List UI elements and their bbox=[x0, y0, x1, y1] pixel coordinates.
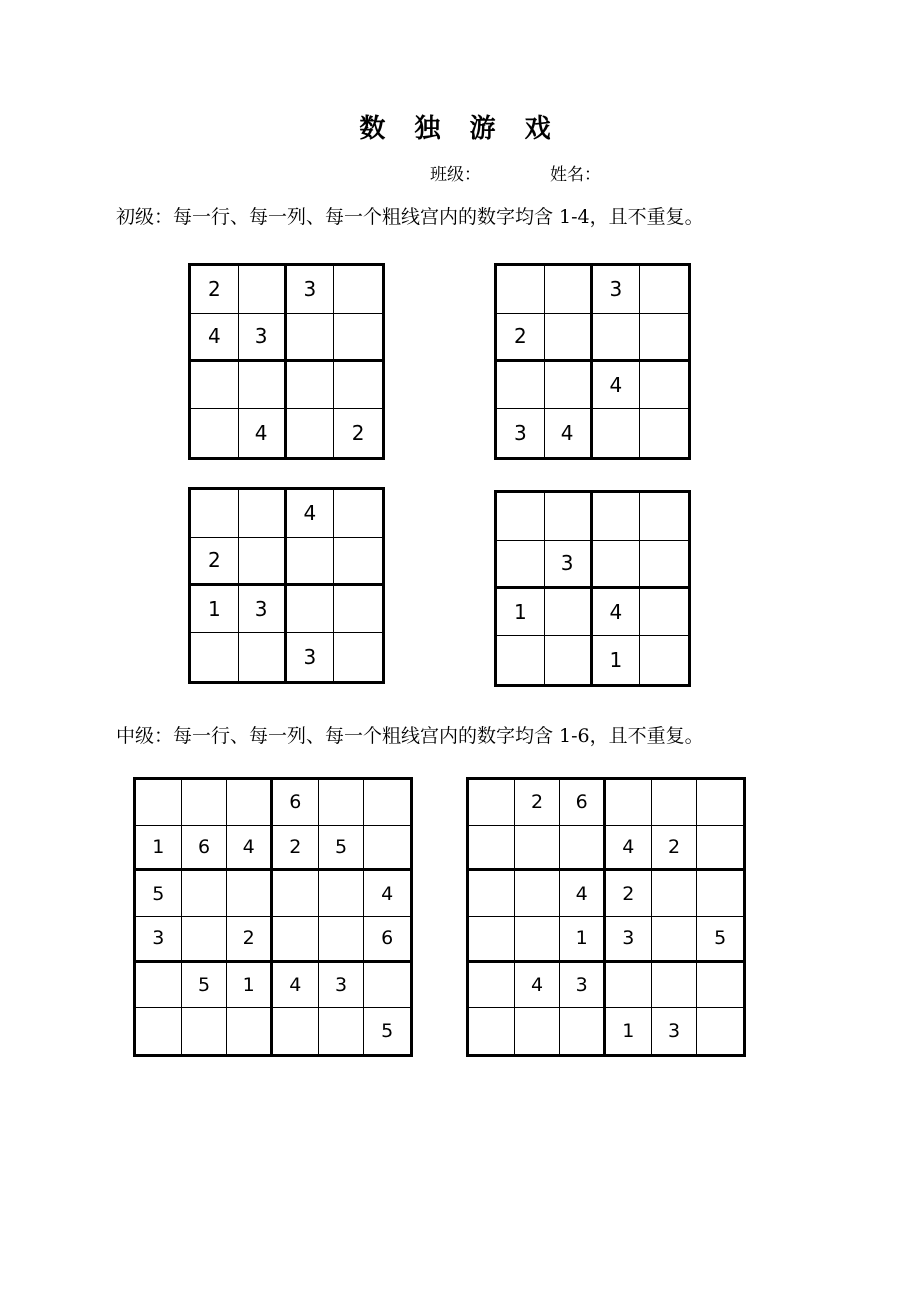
sudoku-cell[interactable] bbox=[545, 636, 593, 684]
sudoku-cell[interactable] bbox=[515, 826, 561, 872]
sudoku-cell[interactable] bbox=[191, 490, 239, 538]
sudoku-cell[interactable] bbox=[364, 780, 410, 826]
sudoku-cell[interactable] bbox=[545, 362, 593, 410]
sudoku-cell[interactable]: 3 bbox=[606, 917, 652, 963]
sudoku-cell[interactable] bbox=[640, 493, 688, 541]
sudoku-cell[interactable]: 1 bbox=[560, 917, 606, 963]
sudoku-cell[interactable] bbox=[136, 963, 182, 1009]
sudoku-cell[interactable]: 4 bbox=[593, 362, 641, 410]
sudoku-cell[interactable]: 5 bbox=[136, 871, 182, 917]
sudoku-cell[interactable] bbox=[606, 780, 652, 826]
sudoku-cell[interactable] bbox=[364, 963, 410, 1009]
sudoku-4x4-grid-1 bbox=[188, 263, 385, 460]
sudoku-cell[interactable]: 3 bbox=[560, 963, 606, 1009]
sudoku-cell[interactable]: 3 bbox=[239, 314, 287, 362]
sudoku-cell[interactable] bbox=[227, 780, 273, 826]
sudoku-cell[interactable] bbox=[640, 362, 688, 410]
sudoku-cell[interactable] bbox=[497, 362, 545, 410]
sudoku-cell[interactable]: 1 bbox=[497, 589, 545, 637]
sudoku-cell[interactable]: 3 bbox=[287, 633, 335, 681]
sudoku-cell[interactable]: 4 bbox=[560, 871, 606, 917]
sudoku-cell[interactable]: 4 bbox=[239, 409, 287, 457]
sudoku-cell[interactable]: 3 bbox=[136, 917, 182, 963]
sudoku-cell[interactable] bbox=[273, 917, 319, 963]
sudoku-cell[interactable] bbox=[191, 633, 239, 681]
sudoku-cell[interactable]: 4 bbox=[606, 826, 652, 872]
sudoku-cell[interactable]: 2 bbox=[497, 314, 545, 362]
sudoku-cell[interactable] bbox=[287, 362, 335, 410]
sudoku-4x4-grid-2 bbox=[494, 263, 691, 460]
sudoku-4x4-grid-4 bbox=[494, 490, 691, 687]
sudoku-cell[interactable]: 4 bbox=[515, 963, 561, 1009]
sudoku-cell[interactable] bbox=[319, 780, 365, 826]
sudoku-cell[interactable] bbox=[287, 314, 335, 362]
sudoku-cell[interactable] bbox=[287, 538, 335, 586]
sudoku-cell[interactable]: 5 bbox=[381, 1020, 394, 1043]
sudoku-cell[interactable] bbox=[287, 409, 335, 457]
sudoku-cell[interactable] bbox=[334, 633, 382, 681]
sudoku-cell[interactable] bbox=[652, 871, 698, 917]
sudoku-cell[interactable] bbox=[273, 871, 319, 917]
sudoku-cell[interactable] bbox=[227, 871, 273, 917]
sudoku-cell[interactable] bbox=[239, 490, 287, 538]
sudoku-cell[interactable] bbox=[640, 541, 688, 589]
sudoku-cell[interactable] bbox=[545, 266, 593, 314]
sudoku-cell[interactable] bbox=[319, 917, 365, 963]
sudoku-4x4-grid-3 bbox=[188, 487, 385, 684]
sudoku-cell[interactable] bbox=[136, 1008, 182, 1054]
sudoku-cell[interactable] bbox=[560, 1008, 606, 1054]
sudoku-cell[interactable] bbox=[697, 780, 743, 826]
sudoku-cell[interactable]: 5 bbox=[182, 963, 228, 1009]
sudoku-cell[interactable] bbox=[287, 586, 335, 634]
sudoku-cell[interactable]: 3 bbox=[239, 586, 287, 634]
sudoku-cell[interactable] bbox=[697, 963, 743, 1009]
sudoku-cell[interactable] bbox=[697, 826, 743, 872]
page-title: 数 独 游 戏 bbox=[359, 114, 561, 144]
sudoku-cell[interactable] bbox=[182, 917, 228, 963]
sudoku-cell[interactable] bbox=[334, 490, 382, 538]
sudoku-cell[interactable] bbox=[697, 871, 743, 917]
sudoku-cell[interactable] bbox=[334, 538, 382, 586]
sudoku-cell[interactable] bbox=[560, 826, 606, 872]
sudoku-cell[interactable]: 4 bbox=[227, 826, 273, 872]
sudoku-cell[interactable] bbox=[191, 362, 239, 410]
sudoku-cell[interactable] bbox=[593, 314, 641, 362]
sudoku-cell[interactable] bbox=[545, 314, 593, 362]
sudoku-cell[interactable] bbox=[515, 1008, 561, 1054]
sudoku-cell[interactable] bbox=[469, 1008, 515, 1054]
sudoku-cell[interactable]: 2 bbox=[273, 826, 319, 872]
sudoku-cell[interactable]: 6 bbox=[273, 780, 319, 826]
sudoku-cell[interactable]: 2 bbox=[515, 780, 561, 826]
sudoku-cell[interactable]: 1 bbox=[191, 586, 239, 634]
sudoku-cell[interactable] bbox=[136, 780, 182, 826]
sudoku-cell[interactable] bbox=[334, 362, 382, 410]
sudoku-cell[interactable] bbox=[593, 493, 641, 541]
sudoku-cell[interactable] bbox=[182, 1008, 228, 1054]
sudoku-cell[interactable] bbox=[469, 917, 515, 963]
sudoku-cell[interactable]: 3 bbox=[652, 1008, 698, 1054]
name-label: 姓名： bbox=[550, 165, 601, 185]
sudoku-cell[interactable] bbox=[515, 871, 561, 917]
sudoku-cell[interactable] bbox=[606, 963, 652, 1009]
sudoku-cell[interactable] bbox=[515, 917, 561, 963]
sudoku-cell[interactable]: 2 bbox=[191, 538, 239, 586]
sudoku-cell[interactable] bbox=[239, 633, 287, 681]
sudoku-6x6-grid-2 bbox=[466, 777, 746, 1057]
sudoku-cell[interactable] bbox=[364, 826, 410, 872]
sudoku-6x6-grid-1 bbox=[133, 777, 413, 1057]
sudoku-cell[interactable]: 3 bbox=[497, 409, 545, 457]
sudoku-cell[interactable] bbox=[652, 780, 698, 826]
sudoku-cell[interactable] bbox=[545, 493, 593, 541]
sudoku-cell[interactable] bbox=[697, 1008, 743, 1054]
sudoku-cell[interactable] bbox=[469, 871, 515, 917]
sudoku-cell[interactable]: 1 bbox=[136, 826, 182, 872]
sudoku-cell[interactable]: 2 bbox=[351, 421, 365, 446]
sudoku-cell[interactable]: 2 bbox=[652, 826, 698, 872]
sudoku-cell[interactable]: 3 bbox=[545, 541, 593, 589]
sudoku-cell[interactable] bbox=[239, 362, 287, 410]
sudoku-cell[interactable] bbox=[273, 1008, 319, 1054]
sudoku-cell[interactable] bbox=[640, 409, 688, 457]
sudoku-cell[interactable]: 4 bbox=[593, 589, 641, 637]
sudoku-cell[interactable]: 4 bbox=[191, 314, 239, 362]
sudoku-cell[interactable]: 2 bbox=[191, 266, 239, 314]
sudoku-cell[interactable] bbox=[497, 493, 545, 541]
sudoku-cell[interactable] bbox=[469, 826, 515, 872]
sudoku-cell[interactable] bbox=[640, 589, 688, 637]
sudoku-cell[interactable] bbox=[497, 266, 545, 314]
sudoku-cell[interactable] bbox=[593, 409, 641, 457]
sudoku-cell[interactable]: 3 bbox=[319, 963, 365, 1009]
sudoku-cell[interactable] bbox=[469, 963, 515, 1009]
intermediate-instruction: 中级：每一行、每一列、每一个粗线宫内的数字均含 1-6，且不重复。 bbox=[116, 725, 704, 747]
sudoku-cell[interactable] bbox=[640, 266, 688, 314]
sudoku-cell[interactable] bbox=[640, 314, 688, 362]
class-label: 班级： bbox=[430, 165, 481, 185]
sudoku-cell[interactable]: 1 bbox=[593, 636, 641, 684]
sudoku-cell[interactable] bbox=[334, 586, 382, 634]
sudoku-cell[interactable] bbox=[319, 1008, 365, 1054]
sudoku-cell[interactable]: 4 bbox=[273, 963, 319, 1009]
sudoku-cell[interactable] bbox=[319, 871, 365, 917]
sudoku-cell[interactable]: 2 bbox=[227, 917, 273, 963]
sudoku-cell[interactable] bbox=[182, 871, 228, 917]
sudoku-cell[interactable] bbox=[191, 409, 239, 457]
sudoku-cell[interactable] bbox=[334, 266, 382, 314]
sudoku-cell[interactable] bbox=[334, 314, 382, 362]
sudoku-cell[interactable] bbox=[652, 963, 698, 1009]
sudoku-cell[interactable]: 5 bbox=[697, 917, 743, 963]
sudoku-cell[interactable] bbox=[545, 589, 593, 637]
sudoku-cell[interactable] bbox=[239, 266, 287, 314]
sudoku-cell[interactable]: 4 bbox=[364, 871, 410, 917]
sudoku-cell[interactable]: 3 bbox=[593, 266, 641, 314]
sudoku-cell[interactable] bbox=[497, 636, 545, 684]
sudoku-cell[interactable] bbox=[640, 636, 688, 684]
sudoku-cell[interactable]: 4 bbox=[545, 409, 593, 457]
sudoku-cell[interactable]: 6 bbox=[560, 780, 606, 826]
sudoku-cell[interactable] bbox=[182, 780, 228, 826]
sudoku-cell[interactable]: 4 bbox=[287, 490, 335, 538]
sudoku-cell[interactable] bbox=[652, 917, 698, 963]
sudoku-cell[interactable]: 1 bbox=[606, 1008, 652, 1054]
sudoku-cell[interactable]: 2 bbox=[606, 871, 652, 917]
sudoku-cell[interactable]: 6 bbox=[182, 826, 228, 872]
sudoku-cell[interactable] bbox=[227, 1008, 273, 1054]
sudoku-cell[interactable] bbox=[593, 541, 641, 589]
sudoku-cell[interactable]: 5 bbox=[319, 826, 365, 872]
sudoku-cell[interactable]: 1 bbox=[227, 963, 273, 1009]
sudoku-cell[interactable]: 6 bbox=[364, 917, 410, 963]
sudoku-cell[interactable] bbox=[497, 541, 545, 589]
beginner-instruction: 初级：每一行、每一列、每一个粗线宫内的数字均含 1-4，且不重复。 bbox=[116, 206, 704, 228]
sudoku-cell[interactable]: 3 bbox=[287, 266, 335, 314]
sudoku-cell[interactable] bbox=[469, 780, 515, 826]
sudoku-cell[interactable] bbox=[239, 538, 287, 586]
